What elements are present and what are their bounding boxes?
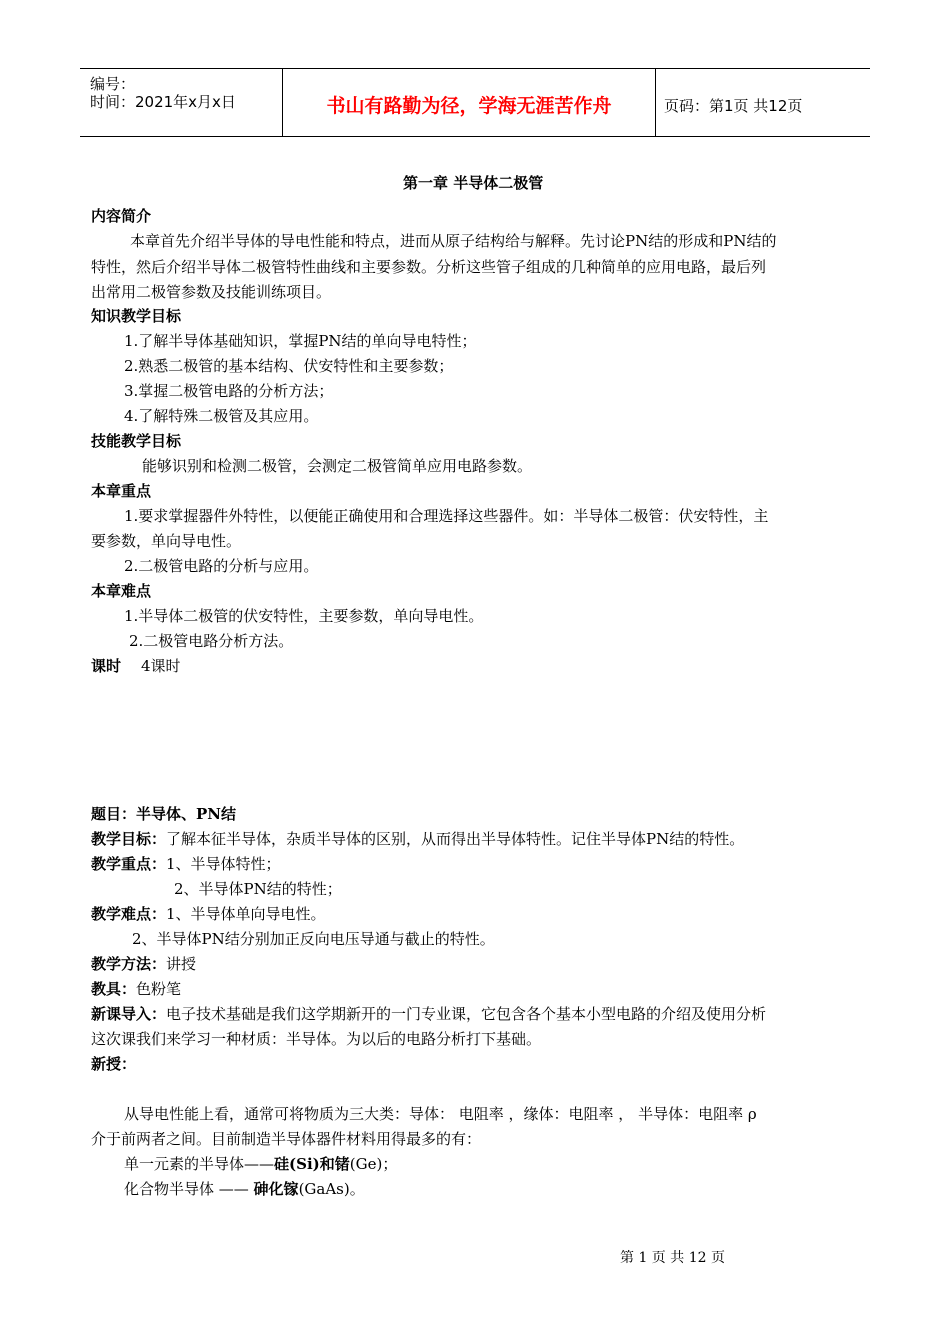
number-label: 编号： <box>90 75 136 93</box>
knowledge-goal-4: 4.了解特殊二极管及其应用。 <box>124 407 319 425</box>
knowledge-goals-heading: 知识教学目标 <box>91 307 182 325</box>
header-table <box>80 68 870 137</box>
difficulty-1: 1.半导体二极管的伏安特性，主要参数，单向导电性。 <box>124 607 484 625</box>
method-value: 讲授 <box>166 955 197 973</box>
header-center-cell <box>282 69 656 136</box>
knowledge-goal-3: 3.掌握二极管电路的分析方法； <box>124 382 334 400</box>
lesson-key-row <box>91 853 281 874</box>
lesson-diff-row <box>91 903 326 924</box>
intro-text-1: 电子技术基础是我们这学期新开的一门专业课，它包含各个基本小型电路的介绍及使用分析 <box>166 1005 767 1023</box>
lesson-intro-row <box>91 1003 766 1024</box>
element-semiconductor-prefix: 单一元素的半导体—— <box>124 1155 275 1173</box>
header-right-cell <box>656 69 870 136</box>
lesson-tools-row <box>91 978 181 999</box>
body-line-2: 介于前两者之间。目前制造半导体器件材料用得最多的有： <box>91 1130 482 1148</box>
knowledge-goal-2: 2.熟悉二极管的基本结构、伏安特性和主要参数； <box>124 357 454 375</box>
diff-label: 教学难点： <box>91 905 167 923</box>
difficulties-heading: 本章难点 <box>91 582 152 600</box>
element-semiconductor-suffix: (Ge)； <box>349 1155 398 1173</box>
tools-value: 色粉笔 <box>136 980 182 998</box>
intro-heading: 内容简介 <box>91 207 152 225</box>
skill-goals-text: 能够识别和检测二极管，会测定二极管简单应用电路参数。 <box>142 457 533 475</box>
goal-label: 教学目标： <box>91 830 167 848</box>
body-line-1: 从导电性能上看，通常可将物质为三大类：导体： 电阻率 ，缘体：电阻率 ， 半导体：电阻率 ρ <box>124 1105 757 1123</box>
body-line-4 <box>124 1178 365 1199</box>
intro-label: 新课导入： <box>91 1005 167 1023</box>
gaas-bold: 砷化镓 <box>253 1180 299 1198</box>
header-left-cell <box>80 69 282 136</box>
intro-line-3: 出常用二极管参数及技能训练项目。 <box>91 283 332 301</box>
key-point-line-2: 要参数，单向导电性。 <box>91 532 242 550</box>
si-ge-bold: 硅(Si)和锗 <box>274 1155 350 1173</box>
tools-label: 教具： <box>91 980 137 998</box>
page-code: 页码：第1页 共12页 <box>664 97 803 115</box>
key-item-1: 1、半导体特性； <box>166 855 281 873</box>
compound-semiconductor-prefix: 化合物半导体 —— <box>124 1180 254 1198</box>
method-label: 教学方法： <box>91 955 167 973</box>
body-line-3 <box>124 1153 397 1174</box>
lesson-topic-row <box>91 803 236 824</box>
hours-label: 课时 <box>91 657 122 675</box>
intro-line-1: 本章首先介绍半导体的导电性能和特点，进而从原子结构给与解释。先讨论PN结的形成和PN结的 <box>130 232 777 250</box>
key-points-heading: 本章重点 <box>91 482 152 500</box>
knowledge-goal-1: 1.了解半导体基础知识，掌握PN结的单向导电特性； <box>124 332 477 350</box>
date-label: 时间：2021年x月x日 <box>90 93 236 111</box>
intro-text-2: 这次课我们来学习一种材质：半导体。为以后的电路分析打下基础。 <box>91 1030 542 1048</box>
key-label: 教学重点： <box>91 855 167 873</box>
lesson-method-row <box>91 953 196 974</box>
key-point-line-1: 1.要求掌握器件外特性，以便能正确使用和合理选择这些器件。如：半导体二极管：伏安特性，主 <box>124 507 769 525</box>
skill-goals-heading: 技能教学目标 <box>91 432 182 450</box>
page-footer: 第 1 页 共 12 页 <box>620 1250 725 1266</box>
intro-line-2: 特性，然后介绍半导体二极管特性曲线和主要参数。分析这些管子组成的几种简单的应用电路，最后列 <box>91 258 767 276</box>
topic-value: 半导体、PN结 <box>136 805 237 823</box>
goal-value: 了解本征半导体，杂质半导体的区别，从而得出半导体特性。记住半导体PN结的特性。 <box>166 830 745 848</box>
new-lesson-label: 新授： <box>91 1055 137 1073</box>
diff-item-1: 1、半导体单向导电性。 <box>166 905 326 923</box>
lesson-goal-row <box>91 828 744 849</box>
key-item-2: 2、半导体PN结的特性； <box>174 880 342 898</box>
topic-label: 题目： <box>91 805 137 823</box>
diff-item-2: 2、半导体PN结分别加正反向电压导通与截止的特性。 <box>132 930 495 948</box>
compound-semiconductor-suffix: (GaAs)。 <box>298 1180 365 1198</box>
motto: 书山有路勤为径，学海无涯苦作舟 <box>326 95 612 117</box>
hours-value: 4课时 <box>141 657 181 675</box>
difficulty-2: 2.二极管电路分析方法。 <box>129 632 294 650</box>
key-point-line-3: 2.二极管电路的分析与应用。 <box>124 557 319 575</box>
chapter-title: 第一章 半导体二极管 <box>403 174 544 192</box>
